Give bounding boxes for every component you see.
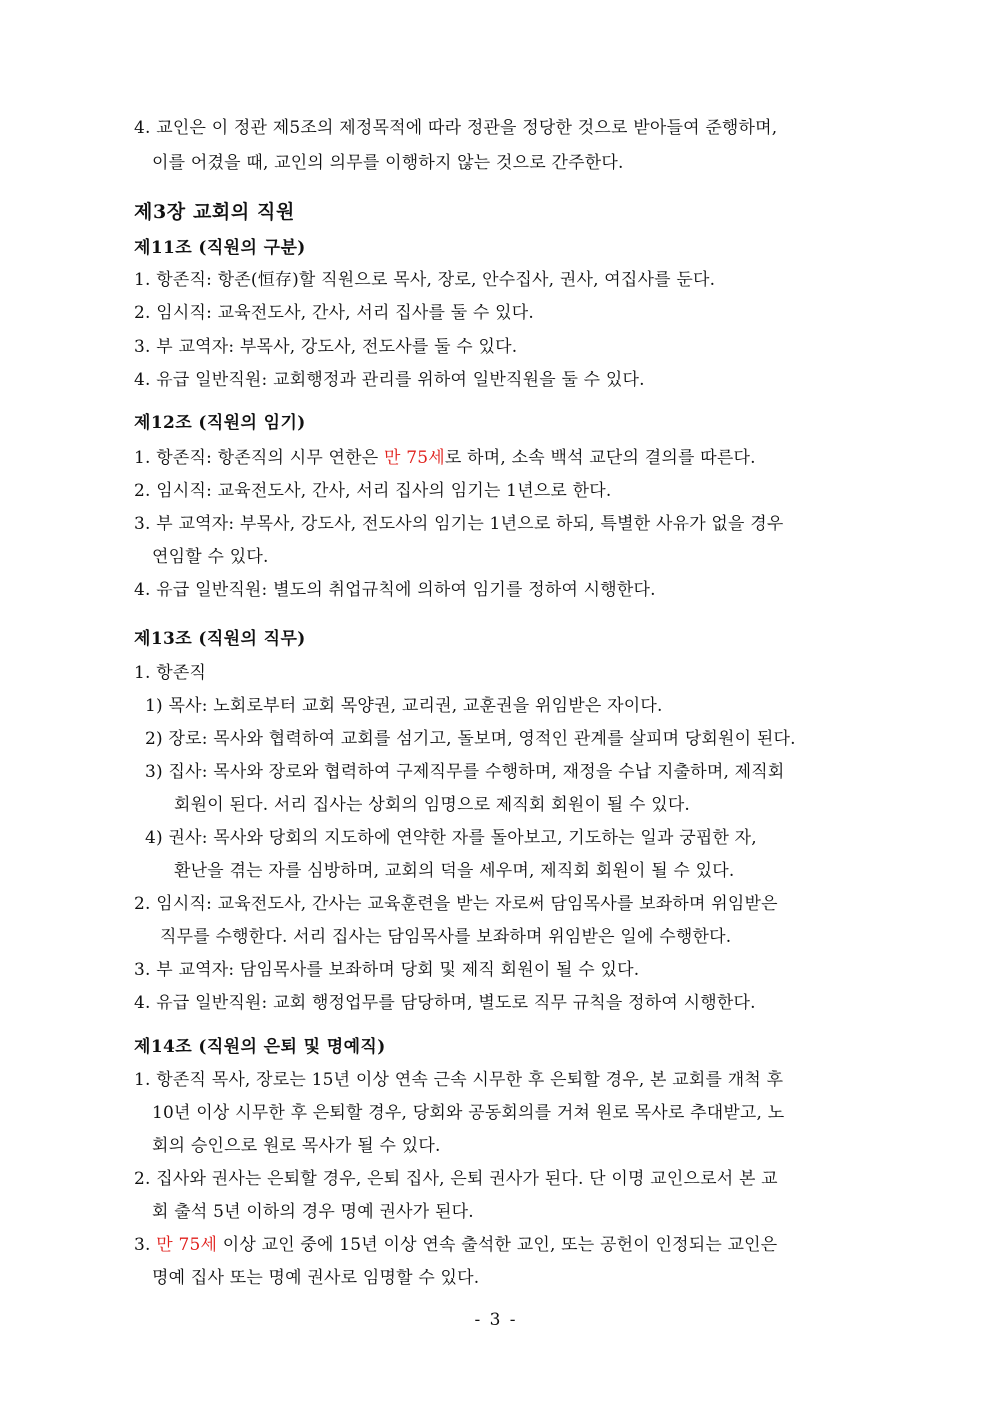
article-14-title: 제14조 (직원의 은퇴 및 명예직)	[134, 1037, 386, 1057]
highlight-age: 만 75세	[384, 448, 445, 468]
list-item-text: 로 하며, 소속 백석 교단의 결의를 따른다.	[444, 448, 756, 468]
chapter-title: 제3장 교회의 직원	[134, 201, 295, 223]
list-item: 2. 임시직: 교육전도사, 간사는 교육훈련을 받는 자로써 담임목사를 보좌하며 위임받은	[134, 894, 778, 914]
list-item	[134, 1234, 777, 1256]
list-item: 1. 항존직	[134, 663, 207, 683]
list-item: 4. 유급 일반직원: 교회 행정업무를 담당하며, 별도로 직무 규칙을 정하여 시행한다.	[134, 993, 756, 1013]
list-item: 2. 임시직: 교육전도사, 간사, 서리 집사의 임기는 1년으로 한다.	[134, 481, 612, 501]
list-item: 1. 항존직 목사, 장로는 15년 이상 연속 근속 시무한 후 은퇴할 경우, 본 교회를 개척 후	[134, 1070, 784, 1090]
list-item-continuation: 직무를 수행한다. 서리 집사는 담임목사를 보좌하며 위임받은 일에 수행한다.	[160, 927, 732, 947]
paragraph-line: 4. 교인은 이 정관 제5조의 제정목적에 따라 정관을 정당한 것으로 받아들여 준행하며,	[134, 118, 778, 138]
list-item-continuation: 연임할 수 있다.	[152, 547, 269, 567]
sub-list-item: 3) 집사: 목사와 장로와 협력하여 구제직무를 수행하며, 재정을 수납 지출하며, 제직회	[145, 762, 785, 782]
list-item-continuation: 회 출석 5년 이하의 경우 명예 권사가 된다.	[152, 1202, 474, 1222]
list-item: 3. 부 교역자: 부목사, 강도사, 전도사의 임기는 1년으로 하되, 특별한 사유가 없을 경우	[134, 514, 784, 534]
page-number: - 3 -	[474, 1310, 518, 1330]
list-item-text: 1. 항존직: 항존직의 시무 연한은	[134, 448, 385, 468]
list-item: 2. 임시직: 교육전도사, 간사, 서리 집사를 둘 수 있다.	[134, 303, 535, 323]
list-item-continuation: 명예 집사 또는 명예 권사로 임명할 수 있다.	[152, 1268, 480, 1288]
list-item-text: 이상 교인 중에 15년 이상 연속 출석한 교인, 또는 공헌이 인정되는 교인은	[217, 1235, 778, 1255]
sub-list-item: 4) 권사: 목사와 당회의 지도하에 연약한 자를 돌아보고, 기도하는 일과 궁핍한 자,	[145, 828, 757, 848]
list-item: 4. 유급 일반직원: 교회행정과 관리를 위하여 일반직원을 둘 수 있다.	[134, 370, 645, 390]
list-item-continuation: 10년 이상 시무한 후 은퇴할 경우, 당회와 공동회의를 거쳐 원로 목사로 추대받고, 노	[152, 1103, 785, 1123]
list-item	[134, 447, 756, 469]
list-item-continuation: 회의 승인으로 원로 목사가 될 수 있다.	[152, 1136, 441, 1156]
list-item: 2. 집사와 권사는 은퇴할 경우, 은퇴 집사, 은퇴 권사가 된다. 단 이명 교인으로서 본 교	[134, 1169, 778, 1189]
sub-list-item-continuation: 환난을 겪는 자를 심방하며, 교회의 덕을 세우며, 제직회 회원이 될 수 있다.	[174, 861, 735, 881]
article-11-title: 제11조 (직원의 구분)	[134, 238, 306, 258]
sub-list-item: 1) 목사: 노회로부터 교회 목양권, 교리권, 교훈권을 위임받은 자이다.	[145, 696, 663, 716]
highlight-age: 만 75세	[156, 1235, 218, 1255]
list-item: 4. 유급 일반직원: 별도의 취업규칙에 의하여 임기를 정하여 시행한다.	[134, 580, 656, 600]
sub-list-item-continuation: 회원이 된다. 서리 집사는 상회의 임명으로 제직회 회원이 될 수 있다.	[174, 795, 691, 815]
article-13-title: 제13조 (직원의 직무)	[134, 629, 306, 649]
article-12-title: 제12조 (직원의 임기)	[134, 413, 306, 433]
list-item: 3. 부 교역자: 부목사, 강도사, 전도사를 둘 수 있다.	[134, 337, 518, 357]
list-item: 1. 항존직: 항존(恒存)할 직원으로 목사, 장로, 안수집사, 권사, 여집사를 둔다.	[134, 270, 716, 290]
list-item: 3. 부 교역자: 담임목사를 보좌하며 당회 및 제직 회원이 될 수 있다.	[134, 960, 640, 980]
list-item-text: 3.	[134, 1235, 157, 1255]
sub-list-item: 2) 장로: 목사와 협력하여 교회를 섬기고, 돌보며, 영적인 관계를 살피며 당회원이 된다.	[145, 729, 796, 749]
paragraph-line: 이를 어겼을 때, 교인의 의무를 이행하지 않는 것으로 간주한다.	[152, 153, 624, 173]
